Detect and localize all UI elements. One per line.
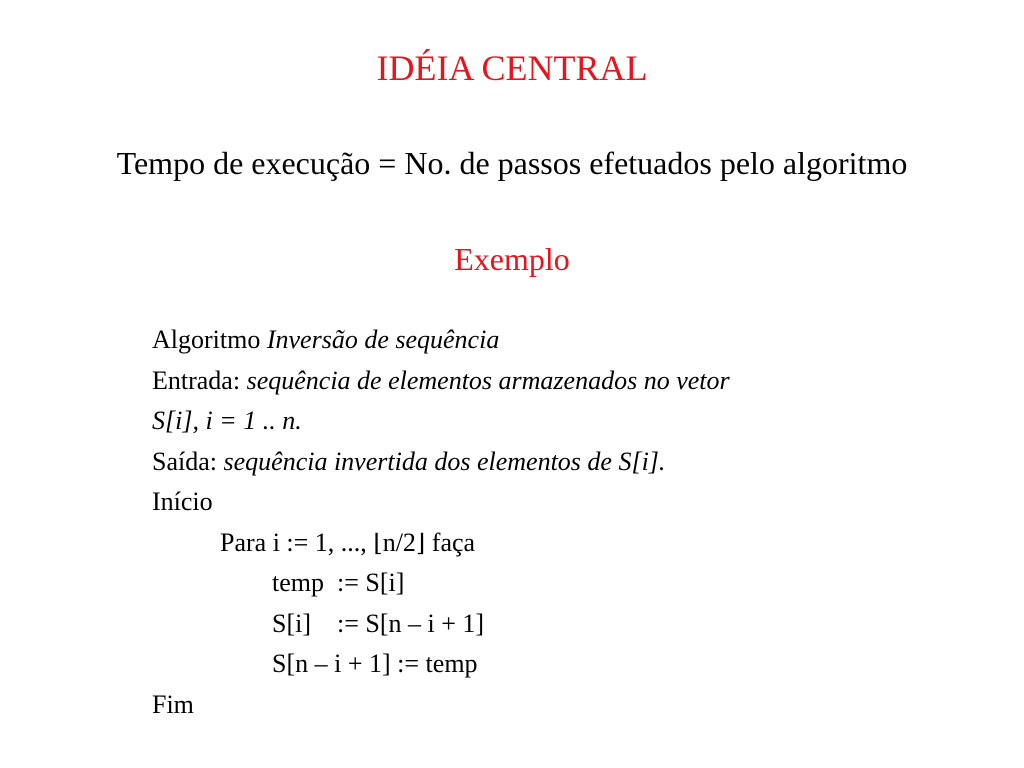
output-description: sequência invertida dos elementos de S[i]. <box>223 446 666 476</box>
algorithm-input-line <box>152 361 1012 402</box>
statement-si-assign <box>152 604 1012 645</box>
loop-prefix: Para i := 1, ..., <box>220 527 374 557</box>
algorithm-name-line <box>152 320 1012 361</box>
central-idea-statement: Tempo de execução = No. de passos efetuados pelo algoritmo <box>116 145 908 181</box>
algorithm-begin: Início <box>152 487 213 516</box>
algorithm-name-label: Algoritmo <box>152 325 267 354</box>
loop-bound: n/2 <box>382 527 416 557</box>
loop-suffix: faça <box>425 527 476 557</box>
statement-temp-var: temp <box>272 568 337 597</box>
statement-si-var: S[i] <box>272 608 337 638</box>
algorithm-name: Inversão de sequência <box>266 325 500 354</box>
statement-sn-assign: S[n – i + 1] := temp <box>272 649 478 678</box>
input-description: sequência de elementos armazenados no vetor <box>246 365 730 395</box>
output-label: Saída: <box>152 446 224 476</box>
example-heading: Exemplo <box>454 241 570 277</box>
input-label: Entrada: <box>152 365 247 395</box>
floor-right-symbol: ⌋ <box>415 528 426 557</box>
algorithm-block <box>152 320 1012 725</box>
algorithm-output-line <box>152 442 1012 483</box>
algorithm-end: Fim <box>152 689 194 719</box>
statement-temp-expr: := S[i] <box>337 568 405 597</box>
loop-line <box>152 523 1012 564</box>
statement-temp-assign <box>152 563 1012 604</box>
algorithm-input-continuation: S[i], i = 1 .. n. <box>152 406 302 435</box>
floor-left-symbol: ⌊ <box>373 528 383 557</box>
slide-title: IDÉIA CENTRAL <box>376 48 648 88</box>
statement-si-expr: := S[n – i + 1] <box>337 608 485 638</box>
